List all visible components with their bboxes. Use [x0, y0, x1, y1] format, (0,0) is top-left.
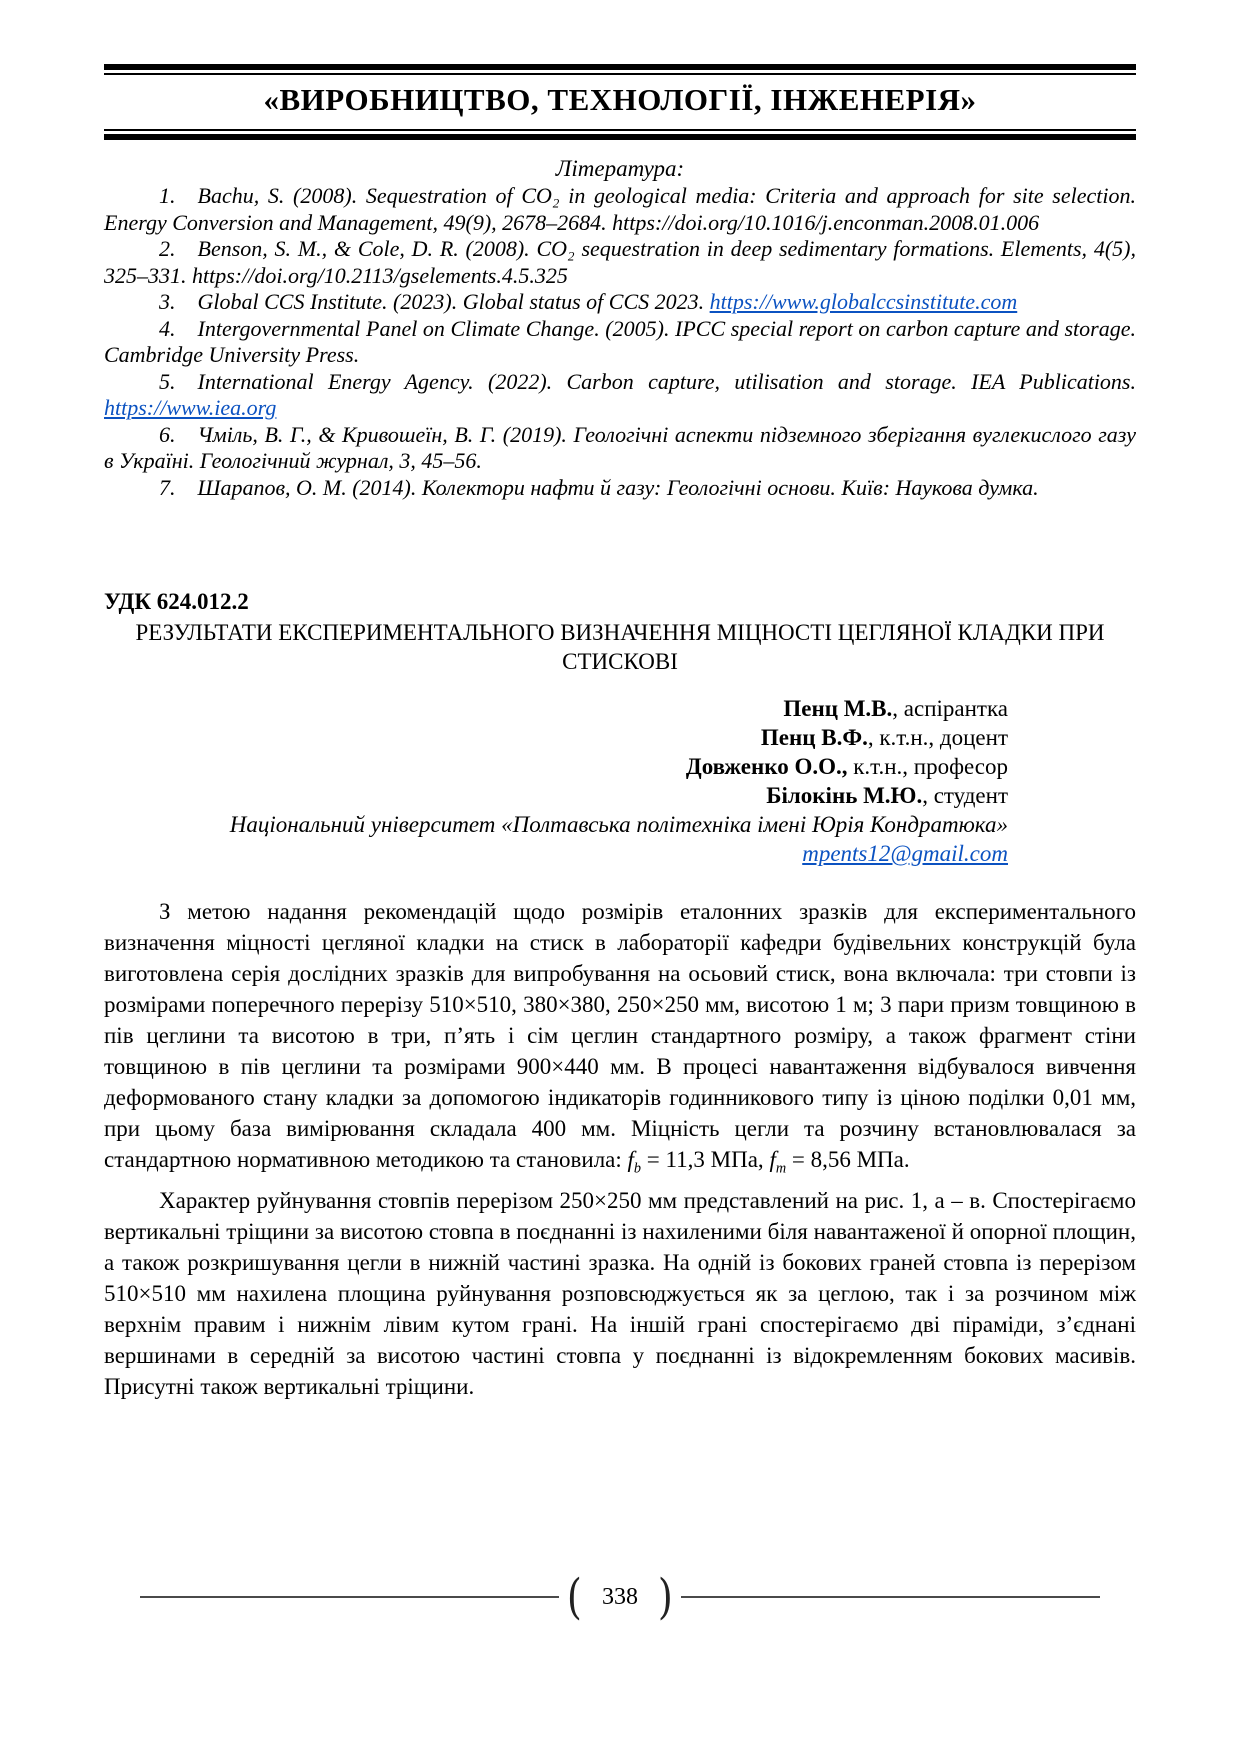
formula-value: = 8,56 МПа.	[786, 1147, 910, 1172]
author-role: , студент	[922, 783, 1008, 808]
author-name: Пенц В.Ф.	[760, 725, 868, 750]
reference-text: 4. Intergovernmental Panel on Climate Change. (2005). IPCC special report on carbon capture and storage. Cambridge University Press.	[104, 315, 1136, 367]
author-name: Довженко О.О.,	[685, 754, 848, 779]
footer-bracket-left-icon: (	[567, 1569, 583, 1625]
paragraph	[104, 896, 1136, 1185]
page-footer	[140, 1569, 1100, 1625]
reference-text: 6. Чміль, В. Г., & Кривошеїн, В. Г. (2019). Геологічні аспекти підземного зберігання вуглекислого газу в Україні. Геологічний журнал, 3, 45–56.	[104, 421, 1136, 473]
formula-symbol: f	[627, 1147, 634, 1172]
paragraph-text: З метою надання рекомендацій щодо розмірів еталонних зразків для експериментального визначення міцності цегляної кладки на стиск в лабораторії кафедри будівельних конструкцій була виготовлена серія дослідних зразків для випробування на осьовий стиск, вона включала: три стовпи із розмірами поперечного перерізу 510×510, 380×380, 250×250 мм, висотою 1 м; 3 пари призм товщиною в пів цеглини та висотою в три, п’ять і сім цеглин стандартного розміру, а також фрагмент стіни товщиною в пів цеглини та розмірами 900×440 мм. В процесі навантаження відбувалося вивчення деформованого стану кладки за допомогою індикаторів годинникового типу із ціною поділки 0,01 мм, при цьому база вимірювання складала 400 мм. Міцність цегли та розчину встановлювалася за стандартною нормативною методикою та становила:	[104, 899, 1136, 1172]
reference-item	[104, 422, 1136, 475]
formula-subscript: m	[775, 1160, 787, 1177]
journal-header-inner	[104, 73, 1136, 131]
author-line	[104, 752, 1008, 781]
paragraph: Характер руйнування стовпів перерізом 250×250 мм представлений на рис. 1, а – в. Спостерігаємо вертикальні тріщини за висотою стовпа в поєднанні із нахиленими біля навантаженої й опорної площин, а також розкришування цегли в нижній частині зразка. На одній із бокових граней стовпа із перерізом 510×510 мм нахилена площина руйнування розповсюджується як за цеглою, так і за розчином між верхнім правим і нижнім лівим кутом грані. На іншій грані спостерігаємо дві піраміди, з’єднані вершинами в середній за висотою частині стовпа у поєднанні із відокремленням бокових масивів. Присутні також вертикальні тріщини.	[104, 1187, 1136, 1399]
journal-title: «ВИРОБНИЦТВО, ТЕХНОЛОГІЇ, ІНЖЕНЕРІЯ»	[263, 82, 977, 117]
authors-block	[104, 694, 1136, 868]
author-role: к.т.н., професор	[847, 754, 1008, 779]
reference-text: 1. Bachu, S. (2008). Sequestration of CO₂ in geological media: Criteria and approach for site selection. Energy Conversion and Management, 49(9), 2678–2684. https://doi.org/10.1016/j.enconman.2008.01.006	[104, 183, 1136, 235]
author-line	[104, 723, 1008, 752]
journal-header	[104, 64, 1136, 140]
reference-text: 3. Global CCS Institute. (2023). Global status of CCS 2023.	[159, 289, 710, 314]
reference-item	[104, 369, 1136, 422]
author-line	[104, 781, 1008, 810]
affiliation: Національний університет «Полтавська політехніка імені Юрія Кондратюка»	[229, 812, 1008, 837]
article-body	[104, 896, 1136, 1402]
author-role: , к.т.н., доцент	[867, 725, 1008, 750]
reference-text: 2. Benson, S. M., & Cole, D. R. (2008). CO₂ sequestration in deep sedimentary formations. Elements, 4(5), 325–331. https://doi.org/10.2113/gselements.4.5.325	[104, 236, 1136, 288]
reference-text: 5. International Energy Agency. (2022). Carbon capture, utilisation and storage. IEA Publications.	[159, 368, 1136, 394]
reference-link[interactable]: https://www.globalccsinstitute.com	[709, 289, 1018, 314]
article-head	[104, 587, 1136, 868]
reference-item	[104, 236, 1136, 289]
reference-item	[104, 183, 1136, 236]
reference-item	[104, 316, 1136, 369]
reference-item	[104, 475, 1136, 502]
formula-value: = 11,3 МПа,	[641, 1147, 770, 1172]
footer-rule-right	[681, 1596, 1100, 1598]
formula-subscript: b	[633, 1160, 642, 1177]
email-link[interactable]: mpents12@gmail.com	[802, 841, 1008, 866]
author-line	[104, 694, 1008, 723]
author-role: , аспірантка	[892, 696, 1008, 721]
references-section	[104, 155, 1136, 501]
page-number: 338	[602, 1583, 638, 1610]
footer-rule-left	[140, 1596, 559, 1598]
reference-text: 7. Шарапов, О. М. (2014). Колектори нафти й газу: Геологічні основи. Київ: Наукова думка.	[159, 474, 1039, 500]
references-heading: Література:	[555, 156, 685, 181]
reference-item	[104, 289, 1136, 316]
formula-symbol: f	[769, 1147, 776, 1172]
udc-code: УДК 624.012.2	[104, 589, 249, 614]
email-line	[104, 839, 1008, 868]
article-title: РЕЗУЛЬТАТИ ЕКСПЕРИМЕНТАЛЬНОГО ВИЗНАЧЕННЯ МІЦНОСТІ ЦЕГЛЯНОЇ КЛАДКИ ПРИ СТИСКОВІ	[135, 620, 1105, 674]
author-name: Білокінь М.Ю.	[766, 783, 923, 808]
footer-bracket-right-icon: )	[657, 1569, 673, 1625]
reference-link[interactable]: https://www.iea.org	[104, 395, 277, 420]
author-name: Пенц М.В.	[783, 696, 893, 721]
